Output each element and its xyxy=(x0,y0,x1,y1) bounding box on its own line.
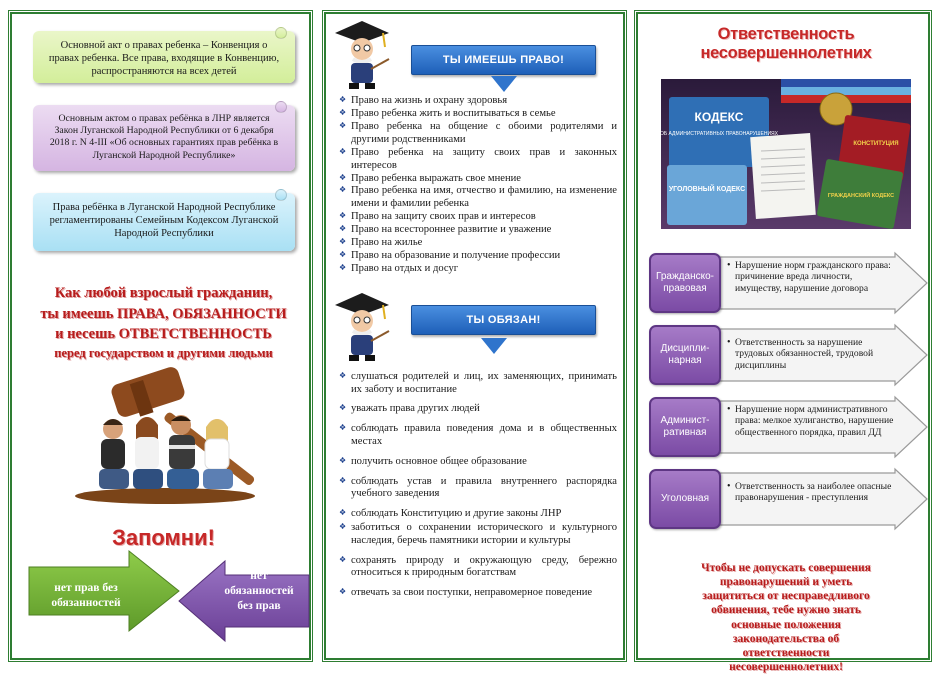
knowledge-advice-line3: защититься от несправедливого xyxy=(702,590,870,603)
scroll-family-code xyxy=(33,193,295,251)
arrow-left-label xyxy=(31,581,141,611)
knowledge-advice xyxy=(647,561,925,674)
remember-heading: Запомни! xyxy=(112,525,215,550)
book-admin-code-subtitle: ОБ АДМИНИСТРАТИВНЫХ ПРАВОНАРУШЕНИЯХ xyxy=(659,131,779,137)
rights-list-item: ❖ Право на защиту своих прав и интересов xyxy=(339,211,617,224)
citizen-statement-line4: перед государством и другими людьми xyxy=(54,345,273,360)
rights-list-item: ❖ Право на всестороннее развитие и уважение xyxy=(339,224,617,237)
arrow-right-label xyxy=(209,569,309,614)
knowledge-advice-line2: правонарушений и уметь xyxy=(719,576,853,589)
book-criminal-code-title: УГОЛОВНЫЙ КОДЕКС xyxy=(668,186,746,193)
responsibility-administrative xyxy=(649,397,929,457)
responsibility-civil-label: Гражданско-правовая xyxy=(649,253,721,313)
scroll-convention xyxy=(33,31,295,83)
duties-list-item: ❖ соблюдать устав и правила внутреннего распорядка учебного заведения xyxy=(339,476,617,501)
duties-list-item: ❖ заботиться о сохранении исторического и культурного наследия, беречь памятники истории и культуры xyxy=(339,522,617,547)
rights-list-item: ❖ Право ребенка на защиту своих прав и законных интересов xyxy=(339,147,617,173)
scroll-lnr-law-text: Основным актом о правах ребёнка в ЛНР является Закон Луганской Народной Республики от 6 декабря 2018 г. N 4-III «Об основных гарантиях прав ребёнка в Луганской Народной Республике» xyxy=(49,113,279,161)
citizen-statement-line2: ты имеешь ПРАВА, ОБЯЗАННОСТИ xyxy=(40,305,287,322)
rights-list-item: ❖ Право на жизнь и охрану здоровья xyxy=(339,95,617,108)
duties-list-item: ❖ сохранять природу и окружающую среду, бережно относиться к природным богатствам xyxy=(339,555,617,580)
duties-list-item: ❖ соблюдать правила поведения дома и в общественных местах xyxy=(339,423,617,448)
knowledge-advice-line7: ответственности xyxy=(742,646,830,659)
duties-list xyxy=(339,371,617,607)
responsibility-title: Ответственность несовершеннолетних xyxy=(700,25,872,62)
teenagers-with-gavel-image xyxy=(73,371,273,506)
rights-list-item: ❖ Право ребенка жить и воспитываться в семье xyxy=(339,108,617,121)
book-constitution-title: КОНСТИТУЦИЯ xyxy=(853,141,899,147)
rights-banner: ТЫ ИМЕЕШЬ ПРАВО! xyxy=(411,45,596,75)
citizen-statement xyxy=(21,283,306,362)
rights-list-item: ❖ Право ребенка на общение с обоими родителями и другими родственниками xyxy=(339,121,617,147)
responsibility-administrative-desc: • Нарушение норм административного права: мелкое хулиганство, нарушение общественного порядка, правил ДД xyxy=(727,404,895,438)
citizen-statement-line3: и несешь ОТВЕТСТВЕННОСТЬ xyxy=(55,326,272,343)
rights-list xyxy=(339,95,617,276)
professor-cartoon-icon xyxy=(331,19,393,91)
duties-list-item: ❖ соблюдать Конституцию и другие законы ЛНР xyxy=(339,508,617,521)
panel-responsibility xyxy=(634,10,932,673)
rights-list-item: ❖ Право на образование и получение профессии xyxy=(339,250,617,263)
scroll-convention-text: Основной акт о правах ребенка – Конвенция о правах ребенка. Все права, входящие в Конвенцию, распространяются на всех детей xyxy=(48,40,280,78)
responsibility-administrative-label: Админист-ративная xyxy=(649,397,721,457)
arrow-left-line1: нет прав без xyxy=(54,582,118,594)
scroll-lnr-law xyxy=(33,105,295,171)
responsibility-disciplinary xyxy=(649,325,929,385)
responsibility-disciplinary-label: Дисципли-нарная xyxy=(649,325,721,385)
professor-cartoon-icon xyxy=(331,291,393,363)
book-admin-code-title: КОДЕКС xyxy=(694,110,744,124)
responsibility-criminal-desc: • Ответственность за наиболее опасные правонарушения - преступления xyxy=(727,481,895,504)
duties-list-item: ❖ отвечать за свои поступки, неправомерное поведение xyxy=(339,587,617,600)
book-civil-code-title: ГРАЖДАНСКИЙ КОДЕКС xyxy=(827,193,895,199)
citizen-statement-line1: Как любой взрослый гражданин, xyxy=(54,285,273,301)
arrow-right-line3: без прав xyxy=(237,599,281,612)
rights-list-item: ❖ Право на отдых и досуг xyxy=(339,263,617,276)
scroll-family-code-text: Права ребёнка в Луганской Народной Республике регламентированы Семейным Кодексом Луганской Народной Республики xyxy=(49,202,279,240)
rights-down-arrow-icon xyxy=(491,76,517,92)
duties-list-item: ❖ слушаться родителей и лиц, их заменяющих, принимать их заботу и воспитание xyxy=(339,371,617,396)
knowledge-advice-line1: Чтобы не допускать совершения xyxy=(701,562,871,574)
law-books-image xyxy=(661,79,911,229)
duties-banner: ТЫ ОБЯЗАН! xyxy=(411,305,596,335)
arrow-left-line2: обязанностей xyxy=(51,596,121,609)
arrow-right-line2: обязанностей xyxy=(224,584,294,597)
panel-rights-duties xyxy=(322,10,627,662)
responsibility-criminal xyxy=(649,469,929,529)
responsibility-disciplinary-desc: • Ответственность за нарушение трудовых обязанностей, трудовой дисциплины xyxy=(727,337,895,371)
rights-list-item: ❖ Право на жилье xyxy=(339,237,617,250)
duties-list-item: ❖ получить основное общее образование xyxy=(339,456,617,469)
responsibility-criminal-label: Уголовная xyxy=(649,469,721,529)
rights-list-item: ❖ Право ребенка на имя, отчество и фамилию, на изменение имени и фамилии ребенка xyxy=(339,185,617,211)
knowledge-advice-line4: обвинения, тебе нужно знать xyxy=(711,604,861,617)
responsibility-civil xyxy=(649,253,929,313)
duties-down-arrow-icon xyxy=(481,338,507,354)
duties-list-item: ❖ уважать права других людей xyxy=(339,403,617,416)
responsibility-civil-desc: • Нарушение норм гражданского права: причинение вреда личности, имуществу, нарушение договора xyxy=(727,260,895,294)
knowledge-advice-line5: основные положения xyxy=(731,618,841,631)
arrow-right-line1: нет xyxy=(250,570,268,582)
rights-list-item: ❖ Право ребенка выражать свое мнение xyxy=(339,173,617,186)
panel-rights-intro xyxy=(8,10,313,662)
knowledge-advice-line6: законодательства об xyxy=(732,632,840,645)
knowledge-advice-line8: несовершеннолетних! xyxy=(729,660,843,673)
